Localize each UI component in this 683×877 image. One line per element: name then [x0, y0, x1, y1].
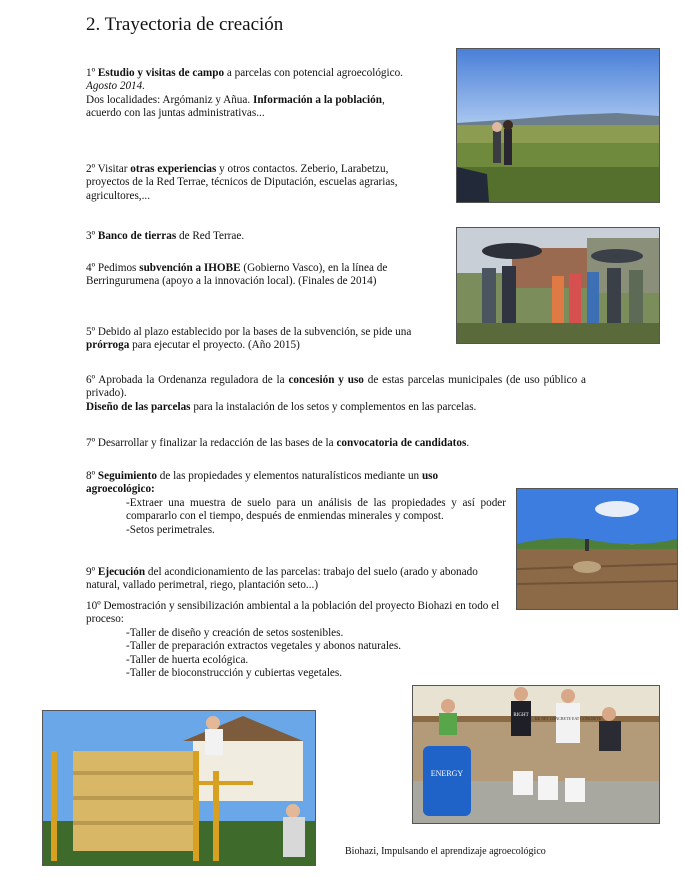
page-title: 2. Trayectoria de creación	[86, 14, 284, 35]
step-number: 8º	[86, 470, 96, 482]
step-number: 1º	[86, 67, 96, 79]
step-1-bold-2: Información a la población	[252, 93, 382, 106]
step-2-text-2: y otros contactos. Zeberio, Larabetzu, proyectos de la Red Terrae, técnicos de Diputación, escuelas agrarias, agricultores,...	[86, 163, 398, 202]
step-1-bold: Estudio y visitas de campo	[97, 67, 225, 79]
step-6-bold: concesión y uso	[288, 374, 364, 386]
step-10-item-2: -Taller de preparación extractos vegetales y abonos naturales.	[126, 640, 402, 653]
step-6-bold-2: Diseño de las parcelas	[86, 400, 191, 413]
photo-straw-building	[42, 710, 316, 866]
step-10-text: Demostración y sensibilización ambiental a la población del proyecto Biohazi en todo el proceso:	[86, 600, 500, 626]
photo-workshop	[412, 685, 660, 824]
step-number: 9º	[86, 566, 96, 578]
step-4-text: Pedimos	[95, 262, 140, 274]
page-footer-caption: Biohazi, Impulsando el aprendizaje agroecológico	[345, 846, 546, 857]
step-9-text: del acondicionamiento de las parcelas: trabajo del suelo (arado y abonado natural, vallado perimetral, riego, plantación seto...)	[86, 566, 478, 592]
step-7	[86, 437, 586, 450]
step-10-item-3: -Taller de huerta ecológica.	[126, 653, 249, 666]
step-3-text: de Red Terrae.	[176, 230, 245, 242]
step-9	[86, 566, 506, 593]
step-5	[86, 326, 431, 353]
step-8-text: de las propiedades y elementos naturalísticos mediante un	[156, 470, 422, 482]
photo-group-umbrellas	[456, 227, 660, 344]
step-6-text-2: de estas parcelas municipales (de uso público a privado).	[86, 374, 586, 400]
tshirt-label-2: KE NET CONCRETE EAT CONCRETE	[534, 716, 602, 721]
photo-field-visit	[456, 48, 660, 203]
step-1-date: Agosto 2014.	[86, 80, 146, 93]
bucket-label-text: ENERGY	[430, 769, 464, 778]
step-3	[86, 230, 426, 243]
step-number: 2º	[86, 163, 96, 175]
step-number: 5º	[86, 326, 96, 338]
step-4	[86, 262, 431, 289]
step-7-text: Desarrollar y finalizar la redacción de las bases de la	[95, 437, 337, 449]
step-number: 3º	[86, 230, 96, 242]
step-2	[86, 163, 426, 203]
photo-soil-field	[516, 488, 678, 610]
step-5-text: Debido al plazo establecido por la bases de la subvención, se pide una	[95, 326, 412, 338]
step-6-text-3: para la instalación de los setos y complementos en las parcelas.	[190, 400, 477, 413]
step-number: 7º	[86, 437, 96, 449]
step-8-item-soil: -Extraer una muestra de suelo para un análisis de las propiedades y así poder compararlo con el tiempo, después de enmiendas minerales y compost.	[126, 496, 506, 523]
step-10	[86, 600, 506, 680]
step-1-text-2: , acuerdo con las juntas administrativas...	[86, 93, 385, 120]
step-8-item-hedges: -Setos perimetrales.	[126, 523, 215, 536]
step-4-text-2: (Gobierno Vasco), en la línea de Berringurumena (apoyo a la innovación local). (Finales de 2014)	[86, 262, 388, 288]
step-number: 6º	[86, 374, 96, 386]
step-6	[86, 374, 586, 414]
step-8	[86, 470, 506, 537]
step-8-bold-2: uso agroecológico:	[86, 470, 439, 496]
step-10-item-1: -Taller de diseño y creación de setos sostenibles.	[126, 626, 344, 639]
step-2-bold: otras experiencias	[130, 163, 217, 175]
step-1-localities: Dos localidades: Argómaniz y Añua.	[86, 93, 251, 106]
step-5-bold: prórroga	[86, 339, 130, 352]
step-8-bold: Seguimiento	[95, 470, 157, 482]
step-number: 10º	[86, 600, 101, 612]
step-9-bold: Ejecución	[95, 566, 146, 578]
step-3-bold: Banco de tierras	[97, 230, 177, 242]
step-7-bold: convocatoria de candidatos	[336, 437, 467, 449]
step-10-item-4: -Taller de bioconstrucción y cubiertas vegetales.	[126, 667, 343, 680]
tshirt-label-1: RIGHT	[513, 713, 529, 718]
step-1	[86, 67, 406, 121]
step-6-text: Aprobada la Ordenanza reguladora de la	[95, 374, 289, 386]
step-4-bold: subvención a IHOBE	[139, 262, 241, 274]
step-1-text: a parcelas con potencial agroecológico.	[224, 67, 403, 79]
step-7-text-2: .	[466, 437, 470, 449]
step-2-text: Visitar	[95, 163, 131, 175]
step-number: 4º	[86, 262, 96, 274]
step-5-text-2: para ejecutar el proyecto. (Año 2015)	[129, 339, 300, 352]
